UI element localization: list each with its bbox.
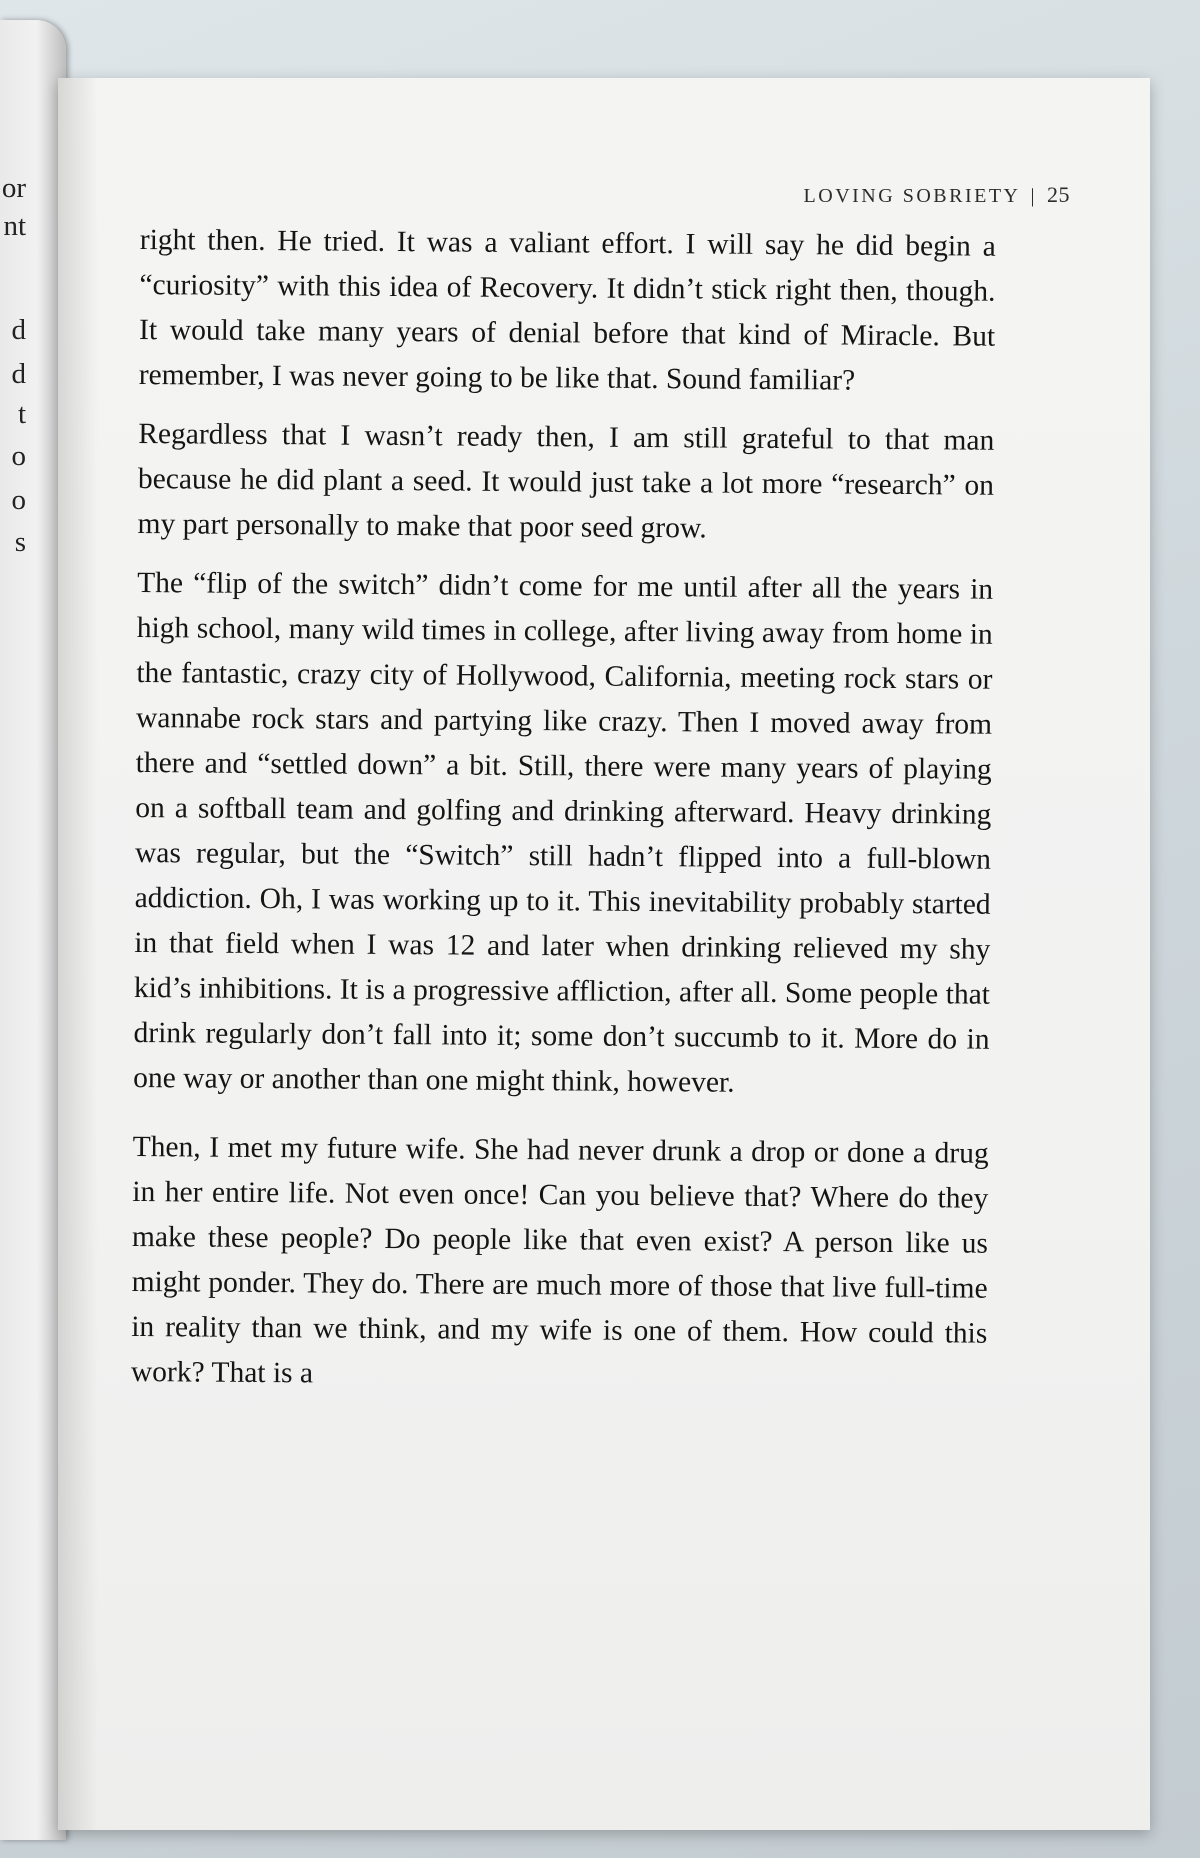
running-head-title: LOVING SOBRIETY — [803, 185, 1021, 207]
body-text — [131, 218, 996, 1416]
left-page-fragment: s — [14, 526, 26, 558]
spine-shadow — [58, 78, 98, 1830]
left-page-fragment: or — [1, 172, 26, 204]
book-page — [58, 78, 1150, 1830]
left-page-fragment: o — [11, 440, 26, 472]
running-head-separator: | — [1030, 185, 1037, 207]
left-page-fragment: t — [17, 398, 26, 430]
paragraph: right then. He tried. It was a valiant effort. I will say he did begin a “curiosity” with this idea of Recovery. It didn’t stick right then, though. It would take many years of denial before that kind of Miracle. But remember, I was never going to be like that. Sound familiar? — [138, 223, 996, 397]
left-page-fragment: d — [11, 358, 26, 390]
left-page-fragment: o — [11, 484, 26, 516]
left-page-fragment: d — [11, 314, 26, 346]
paragraph: Then, I met my future wife. She had never drunk a drop or done a drug in her entire life. Not even once! Can you believe that? Where do they make these people? Do people like that even exist? A person like us might ponder. They do. There are much more of those that live full-time in reality than we think, and my wife is one of them. How could this work? That is a — [130, 1130, 989, 1390]
page-number: 25 — [1047, 182, 1070, 207]
left-page-fragment: nt — [3, 210, 26, 242]
paragraph: Regardless that I wasn’t ready then, I am still grateful to that man because he did plant a seed. It would just take a lot more “research” on my part personally to make that poor seed grow. — [137, 417, 995, 545]
paragraph: The “flip of the switch” didn’t come for me until after all the years in high school, many wild times in college, after living away from home in the fantastic, crazy city of Hollywood, California, meeting rock stars or wannabe rock stars and partying like crazy. Then I moved away from there and “settled down” a bit. Still, there were many years of playing on a softball team and golfing and drinking afterward. Heavy drinking was regular, but the “Switch” still hadn’t flipped into a full-blown addiction. Oh, I was working up to it. This inevitability probably started in that field when I was 12 and later when drinking relieved my shy kid’s inhibitions. It is a progressive affliction, after all. Some people that drink regularly don’t fall into it; some don’t succumb to it. More do in one way or another than one might think, however. — [133, 566, 994, 1099]
previous-page-edge — [0, 20, 66, 1840]
running-head — [804, 182, 1070, 208]
